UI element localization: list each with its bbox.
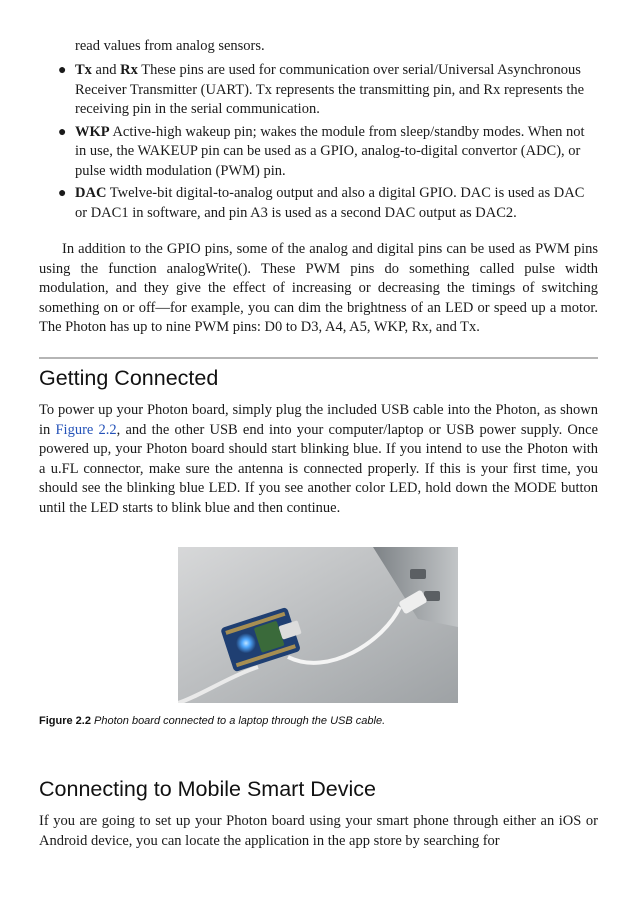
pin-item-wkp [0,123,598,182]
bullet-icon: ● [58,124,67,140]
pin-list [0,61,598,226]
figure-photo [178,547,458,703]
paragraph-text: To power up your Photon board, simply plug the included USB cable into the Photon, as shown in [39,402,598,438]
pin-item-tx-rx [0,61,598,120]
pin-description: These pins are used for communication over serial/Universal Asynchronous Receiver Transmitter (UART). Tx represents the transmitting pin, and Rx represents the receiving pin in the serial communication. [75,62,585,117]
paragraph-text: , and the other USB end into your computer/laptop or USB power supply. Once powered up, your Photon board should start blinking blue. If you intend to use the Photon with a u.FL connector, make sure the antenna is connected properly. If this is your first time, you should see the blinking blue LED. If you see another color LED, hold down the MODE button until the LED starts to blink blue and then continue. [39,421,599,516]
figure-caption [39,715,385,727]
pin-joiner: and [91,62,121,78]
figure-link[interactable]: Figure 2.2 [55,421,117,438]
getting-connected-heading: Getting Connected [39,366,219,390]
pwm-paragraph: In addition to the GPIO pins, some of the analog and digital pins can be used as PWM pins using the function analogWrite(). These PWM pins do something called pulse width modulation, and they give the effect of increasing or decreasing the timings of switching something on or off—for example, you can dim the brightness of an LED or speed up a motor. The Photon has up to nine PWM pins: D0 to D3, A4, A5, WKP, Rx, and Tx. [39,241,598,335]
figure-label: Figure 2.2 [39,715,91,727]
pin-term: WKP [75,123,110,140]
pin-term: Rx [120,62,138,78]
pin-text-continuation: read values from analog sensors. [75,38,265,54]
bullet-icon: ● [58,186,67,201]
figure-caption-text: Photon board connected to a laptop through the USB cable. [94,715,386,727]
pin-term: DAC [75,185,107,201]
pin-term: Tx [75,62,92,78]
pin-description: Active-high wakeup pin; wakes the module from sleep/standby modes. When not in use, the WAKEUP pin can be used as a GPIO, analog-to-digital convertor (ADC), or pulse width modulation (PWM) pin. [75,123,585,179]
pin-description: Twelve-bit digital-to-analog output and also a digital GPIO. DAC is used as DAC or DAC1 in software, and pin A3 is used as a second DAC output as DAC2. [75,185,585,221]
section-divider [39,357,598,359]
mobile-heading: Connecting to Mobile Smart Device [39,777,376,801]
laptop-port [410,569,426,579]
mobile-paragraph: If you are going to set up your Photon board using your smart phone through either an iOS or Android device, you can locate the application in the app store by searching for [39,813,598,849]
getting-connected-paragraph [39,401,598,518]
photon-usb-illustration [178,547,458,703]
pin-item-dac [0,184,598,223]
bullet-icon: ● [58,63,67,78]
